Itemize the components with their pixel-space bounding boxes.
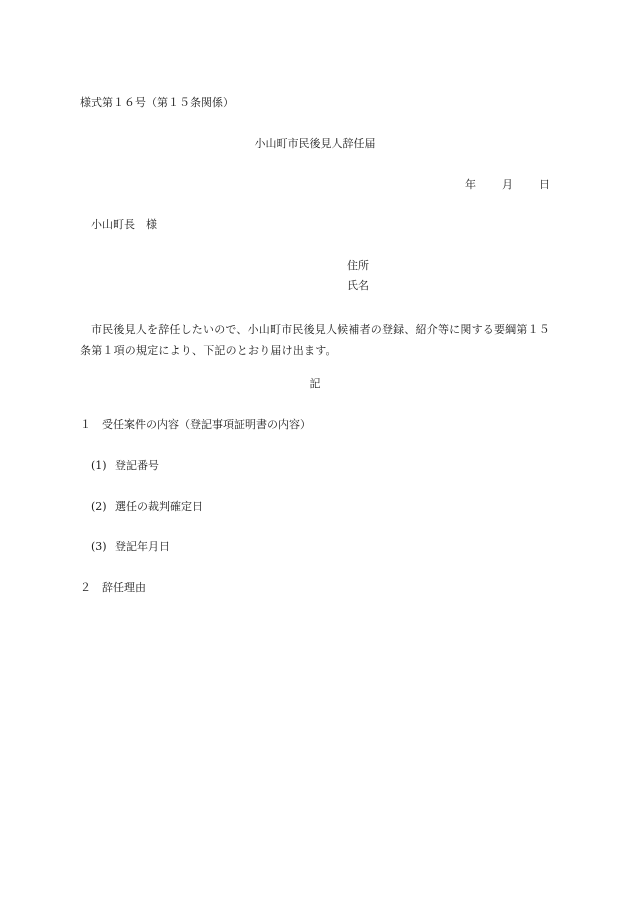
body-text: 市民後見人を辞任したいので、小山町市民後見人候補者の登録、紹介等に関する要綱第１５条第１項の規定により、下記のとおり届け出ます。 (80, 323, 550, 357)
item-1-label: 受任案件の内容（登記事項証明書の内容） (102, 418, 311, 431)
item-2-label: 辞任理由 (102, 581, 146, 594)
date-year: 年 (465, 178, 476, 191)
subitem-1-2-label: 選任の裁判確定日 (115, 500, 203, 513)
item-1-number: １ (80, 418, 91, 431)
item-2-number: ２ (80, 581, 91, 594)
subitem-1-2-number: (2) (91, 500, 107, 513)
subitem-1-2 (91, 500, 203, 514)
address-label: 住所 (347, 259, 369, 272)
form-number: 様式第１６号（第１５条関係） (80, 96, 234, 109)
date-line (465, 178, 550, 192)
addressee: 小山町長 様 (91, 218, 157, 231)
date-month: 月 (502, 178, 513, 191)
subitem-1-1-label: 登記番号 (115, 459, 159, 472)
subitem-1-1 (91, 459, 159, 473)
subitem-1-3-number: (3) (91, 540, 107, 553)
date-day: 日 (539, 178, 550, 191)
subitem-1-3 (91, 540, 170, 554)
subitem-1-3-label: 登記年月日 (115, 540, 170, 553)
item-1 (80, 418, 311, 432)
ki-heading: 記 (309, 377, 321, 390)
document-title: 小山町市民後見人辞任届 (254, 137, 376, 150)
item-2 (80, 581, 146, 595)
subitem-1-1-number: (1) (91, 459, 107, 472)
name-label: 氏名 (347, 279, 369, 292)
